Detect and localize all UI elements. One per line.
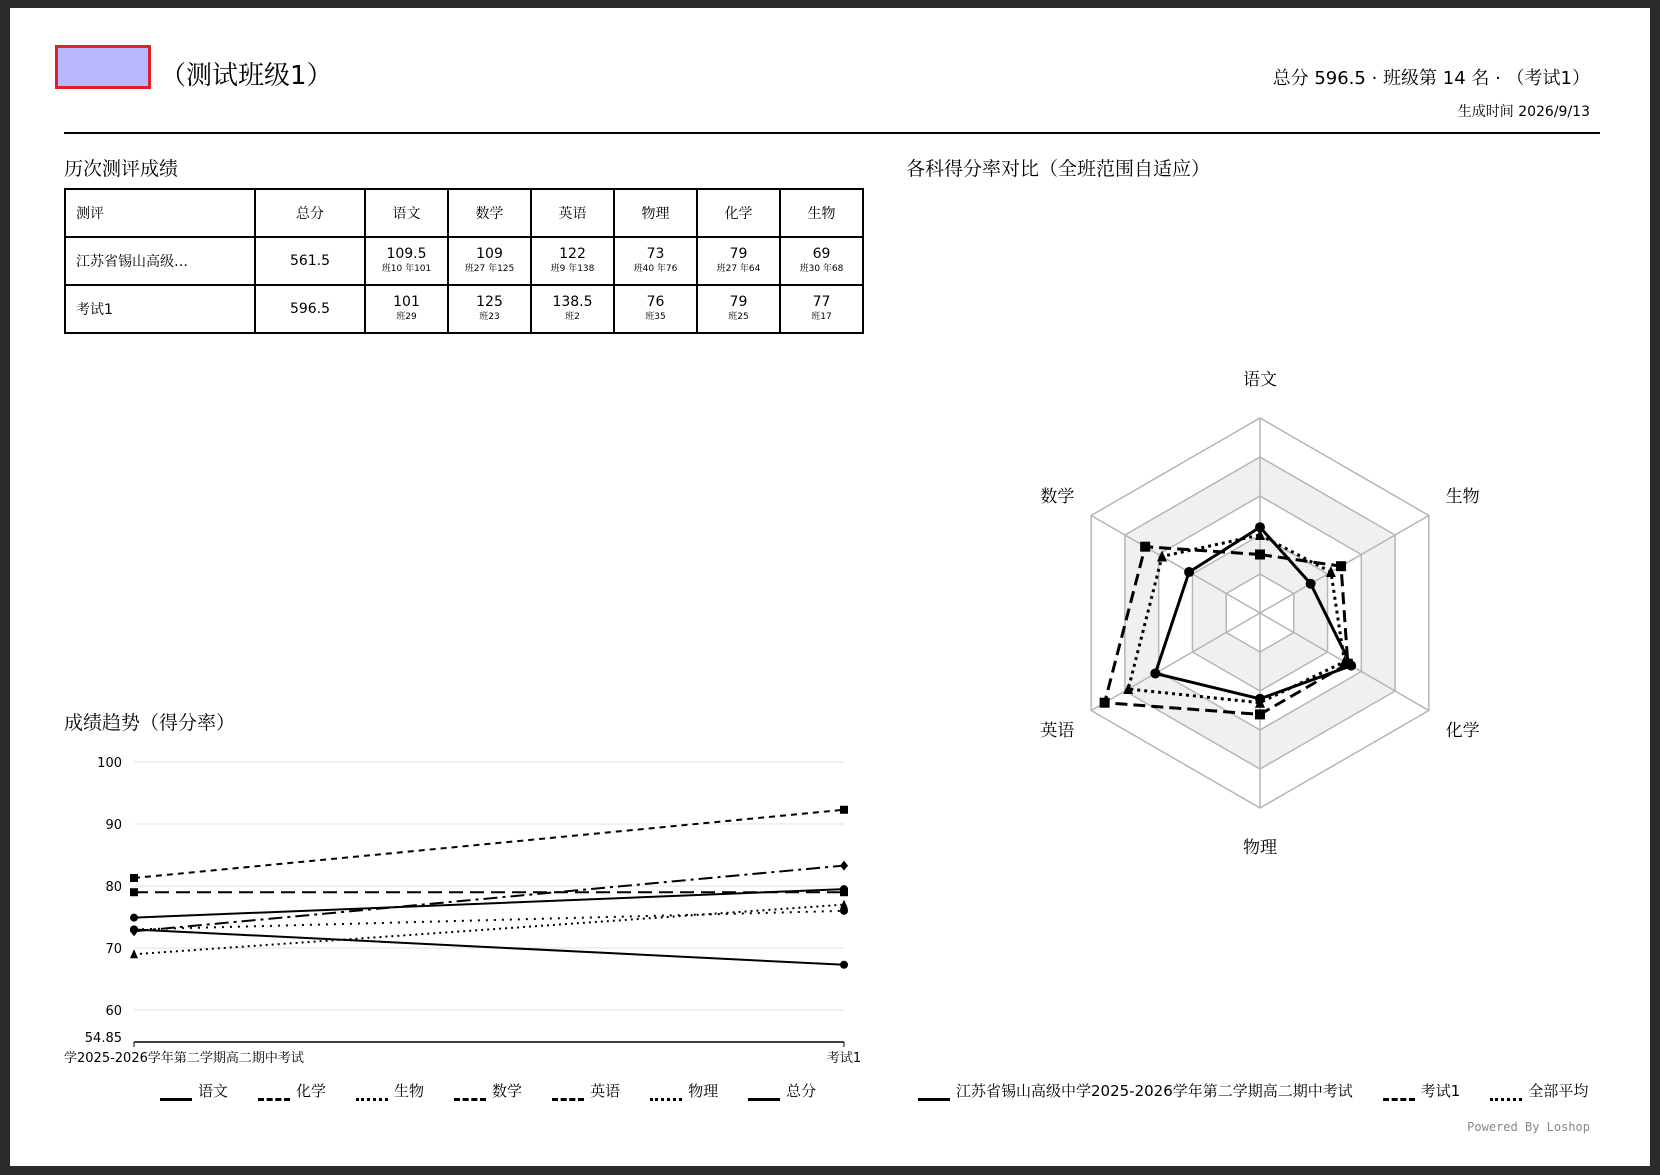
subject-cell xyxy=(448,237,531,285)
legend-label: 语文 xyxy=(198,1082,229,1100)
legend-label: 化学 xyxy=(296,1082,327,1100)
legend-swatch xyxy=(258,1098,290,1101)
subject-score: 138.5 xyxy=(552,294,593,310)
legend-label: 生物 xyxy=(394,1082,425,1100)
data-point xyxy=(130,949,138,958)
table-row xyxy=(65,237,863,285)
total-score: 596.5 xyxy=(255,285,365,333)
subject-cell xyxy=(365,237,448,285)
exam-name: 江苏省锡山高级… xyxy=(65,237,255,285)
subject-rank: 班10 年101 xyxy=(381,264,432,274)
data-point xyxy=(130,888,138,896)
generated-time: 生成时间 2026/9/13 xyxy=(1457,104,1590,120)
subject-cell xyxy=(614,285,697,333)
legend-label: 数学 xyxy=(492,1082,523,1100)
legend-swatch xyxy=(160,1098,192,1101)
data-point xyxy=(840,961,848,969)
history-title: 历次测评成绩 xyxy=(64,158,179,180)
radar-axis-label: 语文 xyxy=(1243,370,1277,390)
radar-point xyxy=(1100,698,1110,708)
legend-label: 英语 xyxy=(590,1082,621,1100)
legend-label: 物理 xyxy=(688,1082,719,1100)
column-header: 语文 xyxy=(365,189,448,237)
trend-chart xyxy=(54,748,884,1068)
series-line-英语 xyxy=(134,810,844,878)
series-line-总分 xyxy=(134,889,844,918)
radar-point xyxy=(1140,542,1150,552)
radar-axis-label: 英语 xyxy=(1040,721,1075,741)
report-page xyxy=(10,8,1650,1166)
subject-score: 69 xyxy=(812,246,831,262)
score-summary: 总分 596.5 · 班级第 14 名 · （考试1） xyxy=(1272,68,1590,89)
column-header: 生物 xyxy=(780,189,863,237)
column-header: 物理 xyxy=(614,189,697,237)
subject-score: 125 xyxy=(476,294,503,310)
subject-score: 73 xyxy=(646,246,665,262)
column-header: 数学 xyxy=(448,189,531,237)
column-header: 总分 xyxy=(255,189,365,237)
powered-by: Powered By Loshop xyxy=(1467,1120,1590,1134)
radar-axis-label: 物理 xyxy=(1243,838,1277,858)
subject-rank: 班17 xyxy=(811,312,832,322)
data-point xyxy=(130,914,138,922)
legend-swatch xyxy=(918,1098,950,1101)
subject-rank: 班30 年68 xyxy=(799,264,844,274)
subject-score: 76 xyxy=(646,294,665,310)
data-point xyxy=(840,907,848,915)
data-point xyxy=(840,861,848,871)
series-line-数学 xyxy=(134,866,844,932)
legend-item-english xyxy=(552,1080,620,1101)
radar-point xyxy=(1184,567,1194,577)
x-tick-label: 学2025-2026学年第二学期高二期中考试 xyxy=(64,1051,304,1066)
series-line-语文 xyxy=(134,929,844,964)
header-divider xyxy=(64,132,1600,134)
subject-score: 101 xyxy=(393,294,420,310)
legend-label: 考试1 xyxy=(1420,1082,1461,1100)
data-point xyxy=(840,806,848,814)
table-row xyxy=(65,285,863,333)
legend-swatch xyxy=(552,1098,584,1101)
subject-cell xyxy=(448,285,531,333)
legend-label: 全部平均 xyxy=(1528,1082,1589,1100)
trend-legend xyxy=(160,1080,816,1101)
y-tick-label: 70 xyxy=(105,942,122,958)
subject-cell xyxy=(697,285,780,333)
exam-name: 考试1 xyxy=(65,285,255,333)
radar-point xyxy=(1306,579,1316,589)
subject-cell xyxy=(531,285,614,333)
column-header: 化学 xyxy=(697,189,780,237)
subject-cell xyxy=(697,237,780,285)
history-table xyxy=(64,188,864,334)
subject-cell xyxy=(365,285,448,333)
legend-swatch xyxy=(1383,1098,1415,1101)
data-point xyxy=(130,874,138,882)
radar-point xyxy=(1255,550,1265,560)
radar-axis-label: 生物 xyxy=(1445,487,1480,507)
subject-score: 79 xyxy=(729,246,748,262)
column-header: 测评 xyxy=(65,189,255,237)
radar-point xyxy=(1336,561,1346,571)
subject-score: 122 xyxy=(559,246,586,262)
radar-axis-label: 数学 xyxy=(1040,487,1075,507)
legend-item-physics xyxy=(650,1080,718,1101)
table-header-row xyxy=(65,189,863,237)
total-score: 561.5 xyxy=(255,237,365,285)
radar-axis-label: 化学 xyxy=(1445,721,1480,741)
legend-item-midterm xyxy=(918,1080,1353,1101)
legend-item-total xyxy=(748,1080,816,1101)
legend-swatch xyxy=(1490,1098,1522,1101)
subject-cell xyxy=(780,237,863,285)
legend-item-average xyxy=(1490,1080,1588,1101)
subject-cell xyxy=(531,237,614,285)
legend-label: 江苏省锡山高级中学2025-2026学年第二学期高二期中考试 xyxy=(956,1082,1353,1100)
subject-rank: 班40 年76 xyxy=(633,264,678,274)
subject-score: 77 xyxy=(812,294,831,310)
subject-cell xyxy=(780,285,863,333)
legend-item-chemistry xyxy=(258,1080,326,1101)
radar-title: 各科得分率对比（全班范围自适应） xyxy=(906,158,1211,180)
subject-cell xyxy=(614,237,697,285)
x-tick-label: 考试1 xyxy=(826,1051,862,1066)
y-tick-label: 100 xyxy=(97,756,122,771)
legend-item-chinese xyxy=(160,1080,228,1101)
subject-score: 79 xyxy=(729,294,748,310)
legend-item-math xyxy=(454,1080,522,1101)
subject-rank: 班25 xyxy=(728,312,749,322)
subject-rank: 班35 xyxy=(645,312,666,322)
data-point xyxy=(130,925,138,933)
radar-point xyxy=(1255,709,1265,719)
subject-rank: 班29 xyxy=(396,312,417,322)
subject-score: 109 xyxy=(476,246,503,262)
y-tick-label: 90 xyxy=(105,818,122,834)
y-tick-label: 80 xyxy=(105,880,122,896)
legend-label: 总分 xyxy=(786,1082,817,1100)
trend-title: 成绩趋势（得分率） xyxy=(64,712,236,734)
radar-legend xyxy=(918,1080,1588,1101)
student-name-placeholder xyxy=(55,45,151,89)
radar-chart xyxy=(970,348,1550,868)
subject-rank: 班27 年125 xyxy=(464,264,515,274)
subject-rank: 班9 年138 xyxy=(550,264,595,274)
legend-swatch xyxy=(748,1098,780,1101)
y-tick-label: 60 xyxy=(105,1004,122,1020)
data-point xyxy=(840,885,848,893)
legend-item-exam1 xyxy=(1383,1080,1461,1101)
legend-swatch xyxy=(454,1098,486,1101)
class-name: （测试班级1） xyxy=(160,61,333,91)
subject-score: 109.5 xyxy=(386,246,427,262)
subject-rank: 班27 年64 xyxy=(716,264,761,274)
subject-rank: 班23 xyxy=(479,312,500,322)
radar-point xyxy=(1150,668,1160,678)
subject-rank: 班2 xyxy=(565,312,580,322)
legend-swatch xyxy=(650,1098,682,1101)
legend-item-biology xyxy=(356,1080,424,1101)
y-min-label: 54.85 xyxy=(84,1031,122,1046)
column-header: 英语 xyxy=(531,189,614,237)
legend-swatch xyxy=(356,1098,388,1101)
